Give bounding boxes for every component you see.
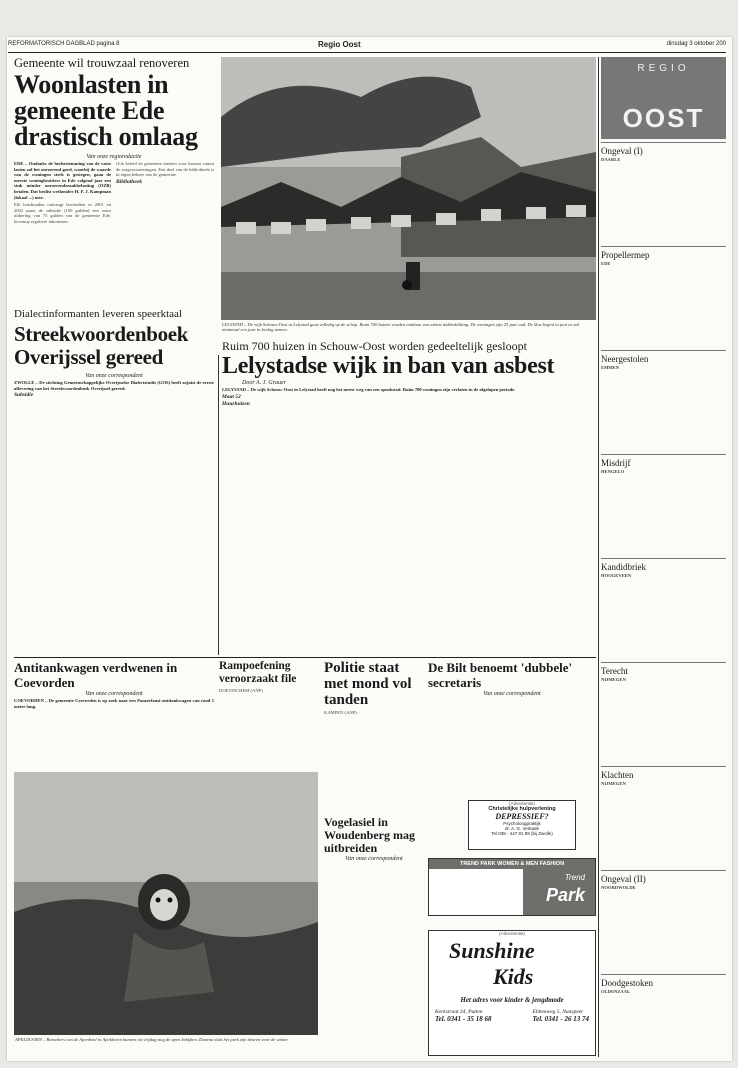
ad-sunshine-kids xyxy=(428,930,596,1056)
monkey-photo xyxy=(14,772,318,1035)
article-subhead: Bibliotheek xyxy=(116,178,142,185)
article-paragraph: Ook beleid de gemeente meteen voor kansen vanuit de zorgvoorzieningen. Een deel van de bibliotheek is in eigen beheer van de gemeente. xyxy=(116,161,214,178)
sidebar-separator xyxy=(601,350,726,351)
sidebar-item-place: NOORDWOLDE xyxy=(601,885,636,890)
ad-trend-park xyxy=(428,858,596,916)
ad-label: (Advertentie) xyxy=(509,801,535,806)
article-subhead: Subsidie xyxy=(14,392,34,399)
sidebar-item-heading: Terecht xyxy=(601,666,628,676)
ad-phone: Tel. 0341 - 26 13 74 xyxy=(532,1015,589,1023)
sidebar-item-place: HENGELO xyxy=(601,469,625,474)
ad-text-block xyxy=(429,869,523,915)
article-ede xyxy=(14,56,214,304)
ad-tagline: Het adres voor kinder & jengdmode xyxy=(460,996,564,1004)
sidebar-news-item xyxy=(601,867,726,971)
column-rule xyxy=(598,57,599,1057)
article-headline: Lelystadse wijk in ban van asbest xyxy=(222,353,555,379)
ad-label: (Advertentie) xyxy=(499,931,525,936)
article-de-bilt xyxy=(428,660,596,772)
ad-title: TREND PARK WOMEN & MEN FASHION xyxy=(459,861,565,867)
article-coevorden xyxy=(14,660,214,772)
sidebar-item-place: NIJMEGEN xyxy=(601,781,626,786)
sidebar-news-item xyxy=(601,243,726,347)
article-byline: KAMPEN (ANP) xyxy=(324,710,357,715)
sidebar-news-item xyxy=(601,763,726,867)
sidebar-separator xyxy=(601,766,726,767)
article-lead: EDE – Ondanks de herbestemming van de vaste lasten zal het onroerend goed, waarbij de waarde van de woningen sterk is gestegen, gaan de meeste woningbezitters in Ede volgend jaar een stuk minder onroerendezaakbelasting (OZB) betalen. Dat beslist wethouder H. F. J. Kampman (lokaal ...) mee. xyxy=(14,161,111,200)
article-rampoefening xyxy=(219,660,317,772)
article-kicker: Ruim 700 huizen in Schouw-Oost worden gedeeltelijk gesloopt xyxy=(222,339,527,353)
article-lead: COEVORDEN – De gemeente Coevorden is op zoek naar een Panzerfaust-antitankwagen van rond 1 meter lang. xyxy=(14,698,214,709)
article-byline: Van onze regioredactie xyxy=(86,154,142,160)
houses-photo xyxy=(221,57,596,320)
ad-logo-top: Trend xyxy=(564,873,585,882)
article-paragraph: Elk huishouden ontvangt bovendien in 2001 en 2002 naast de subsidie (100 gulden) een extra uitkering van 75 gulden van de gemeente Ede, bovenop reguliere inkomsten. xyxy=(14,202,111,224)
sidebar-separator xyxy=(601,974,726,975)
ad-logo-name: Sunshine xyxy=(449,938,535,963)
sidebar-news-item xyxy=(601,139,726,243)
ad-heading: Christelijke hulpverlening xyxy=(488,806,556,812)
sidebar-separator xyxy=(601,454,726,455)
article-kampen xyxy=(324,660,424,810)
article-headline: Rampoefening veroorzaakt file xyxy=(219,660,297,685)
column-rule xyxy=(218,355,219,655)
article-byline: Van onze correspondent xyxy=(483,691,541,697)
sidebar-item-heading: Ongeval (I) xyxy=(601,146,643,156)
article-byline: Door A. J. Grauer xyxy=(242,380,287,386)
article-byline: Van onze correspondent xyxy=(345,856,403,862)
article-subhead: Huurhuizen xyxy=(222,401,250,408)
article-headline: De Bilt benoemt 'dubbele' secretaris xyxy=(428,660,573,690)
article-headline: Antitankwagen verdwenen in Coevorden xyxy=(14,660,178,690)
article-byline: Van onze correspondent xyxy=(85,373,143,379)
article-headline: Vogelasiel in Woudenberg mag uitbreiden xyxy=(324,816,416,855)
sidebar-news-item xyxy=(601,555,726,659)
sidebar-item-heading: Klachten xyxy=(601,770,634,780)
sidebar-news-item xyxy=(601,451,726,555)
article-headline: Woonlasten in gemeente Ede drastisch omlaag xyxy=(14,70,198,151)
sidebar-news-item xyxy=(601,971,726,1057)
photo-lelystad xyxy=(221,57,596,320)
logo-bottom-text: OOST xyxy=(622,103,705,133)
sidebar-item-heading: Propellermep xyxy=(601,250,650,260)
article-lelystad xyxy=(222,339,596,657)
sidebar-separator xyxy=(601,142,726,143)
sidebar-separator xyxy=(601,870,726,871)
article-byline: Van onze correspondent xyxy=(85,691,143,697)
sidebar-item-place: EMMEN xyxy=(601,365,620,370)
photo-caption: LELYSTAD – De wijk Schouw-Oost in Lelystad gaat volledig op de schop. Ruim 700 huizen worden ontdaan van asbest dakbedekking. De woningen zijn 25 jaar oud. De klus begint in juni en zal minimaal een jaar in beslag nemen. xyxy=(222,322,580,333)
ad-address: Ebbenweg 5, Nunspeet xyxy=(532,1009,583,1015)
sidebar-item-place: EDE xyxy=(601,261,611,266)
article-byline: DOETINCHEM (ANP) xyxy=(219,688,263,693)
photo-apeldoorn xyxy=(14,772,318,1035)
article-lead: ZWOLLE – De stichting Gemeenschappelijke Overijsselse Dialectstudie (GOS) heeft zojuist de eerste aflevering van het Streekwoordenboek Overijssel gereed. xyxy=(14,380,214,391)
ad-person: dr. A. G. Verkade xyxy=(504,826,540,831)
ad-title: DEPRESSIEF? xyxy=(495,812,549,821)
article-kicker: Dialectinformanten leveren speerktaal xyxy=(14,308,182,320)
ad-address: Kerkstraat 34, Putten xyxy=(435,1009,483,1015)
section-title: Regio Oost xyxy=(318,40,361,49)
sidebar-separator xyxy=(601,662,726,663)
article-streekwoordenboek xyxy=(14,308,214,650)
article-kicker: Gemeente wil trouwzaal renoveren xyxy=(14,56,190,70)
paper-name: REFORMATORISCH DAGBLAD pagina 8 xyxy=(8,41,120,47)
sidebar-item-place: OLDENZAAL xyxy=(601,989,631,994)
sidebar-item-heading: Doodgestoken xyxy=(601,978,653,988)
sidebar-item-place: DAARLE xyxy=(601,157,621,162)
logo-top-text: REGIO xyxy=(637,63,690,74)
sidebar-item-heading: Neergestolen xyxy=(601,354,649,364)
section-rule xyxy=(14,657,596,658)
sidebar-news-list xyxy=(601,139,726,1057)
sidebar-item-heading: Ongeval (II) xyxy=(601,874,646,884)
article-subhead: Maat 52 xyxy=(222,393,241,400)
ad-depressief xyxy=(468,800,576,850)
sidebar-separator xyxy=(601,246,726,247)
sidebar-separator xyxy=(601,558,726,559)
ad-phone: Tel. 0341 - 35 18 68 xyxy=(435,1015,492,1023)
issue-date: dinsdag 3 oktober 200 xyxy=(666,41,726,47)
sidebar-item-heading: Misdrijf xyxy=(601,458,631,468)
article-woudenberg xyxy=(324,816,424,1056)
article-headline: Streekwoordenboek Overijssel gereed xyxy=(14,322,189,369)
sidebar-regio xyxy=(601,57,726,1057)
regio-oost-logo xyxy=(601,57,726,139)
sidebar-item-place: NIJMEGEN xyxy=(601,677,626,682)
sidebar-news-item xyxy=(601,347,726,451)
header-rule xyxy=(8,52,726,53)
ad-logo xyxy=(429,936,595,996)
ad-subtitle: Psycholoogpraktijk xyxy=(503,821,541,826)
sidebar-item-place: HOOGEVEEN xyxy=(601,573,632,578)
sidebar-news-item xyxy=(601,659,726,763)
photo-caption: APELDOORN – Bezoekers van de Apenheul in Apeldoorn kunnen tot vrijdag nog de apen bekijken. Daarna sluit het park zijn deuren voor de winter. xyxy=(15,1037,289,1042)
article-headline: Politie staat met mond vol tanden xyxy=(324,660,412,708)
ad-logo-name-2: Kids xyxy=(493,964,534,989)
page-header xyxy=(8,41,726,51)
ad-phone: Tel 038 - 447 81 89 (bij Zwolle) xyxy=(491,831,553,836)
article-lead: LELYSTAD – De wijk Schouw-Oost in Lelystad heeft nog het meest weg van een spookstad. Ruim 700 woningen zijn verlaten in de afgelopen periode. xyxy=(222,387,516,392)
ad-logo-bottom: Park xyxy=(545,885,585,905)
sidebar-item-heading: Kandidbriek xyxy=(601,562,646,572)
